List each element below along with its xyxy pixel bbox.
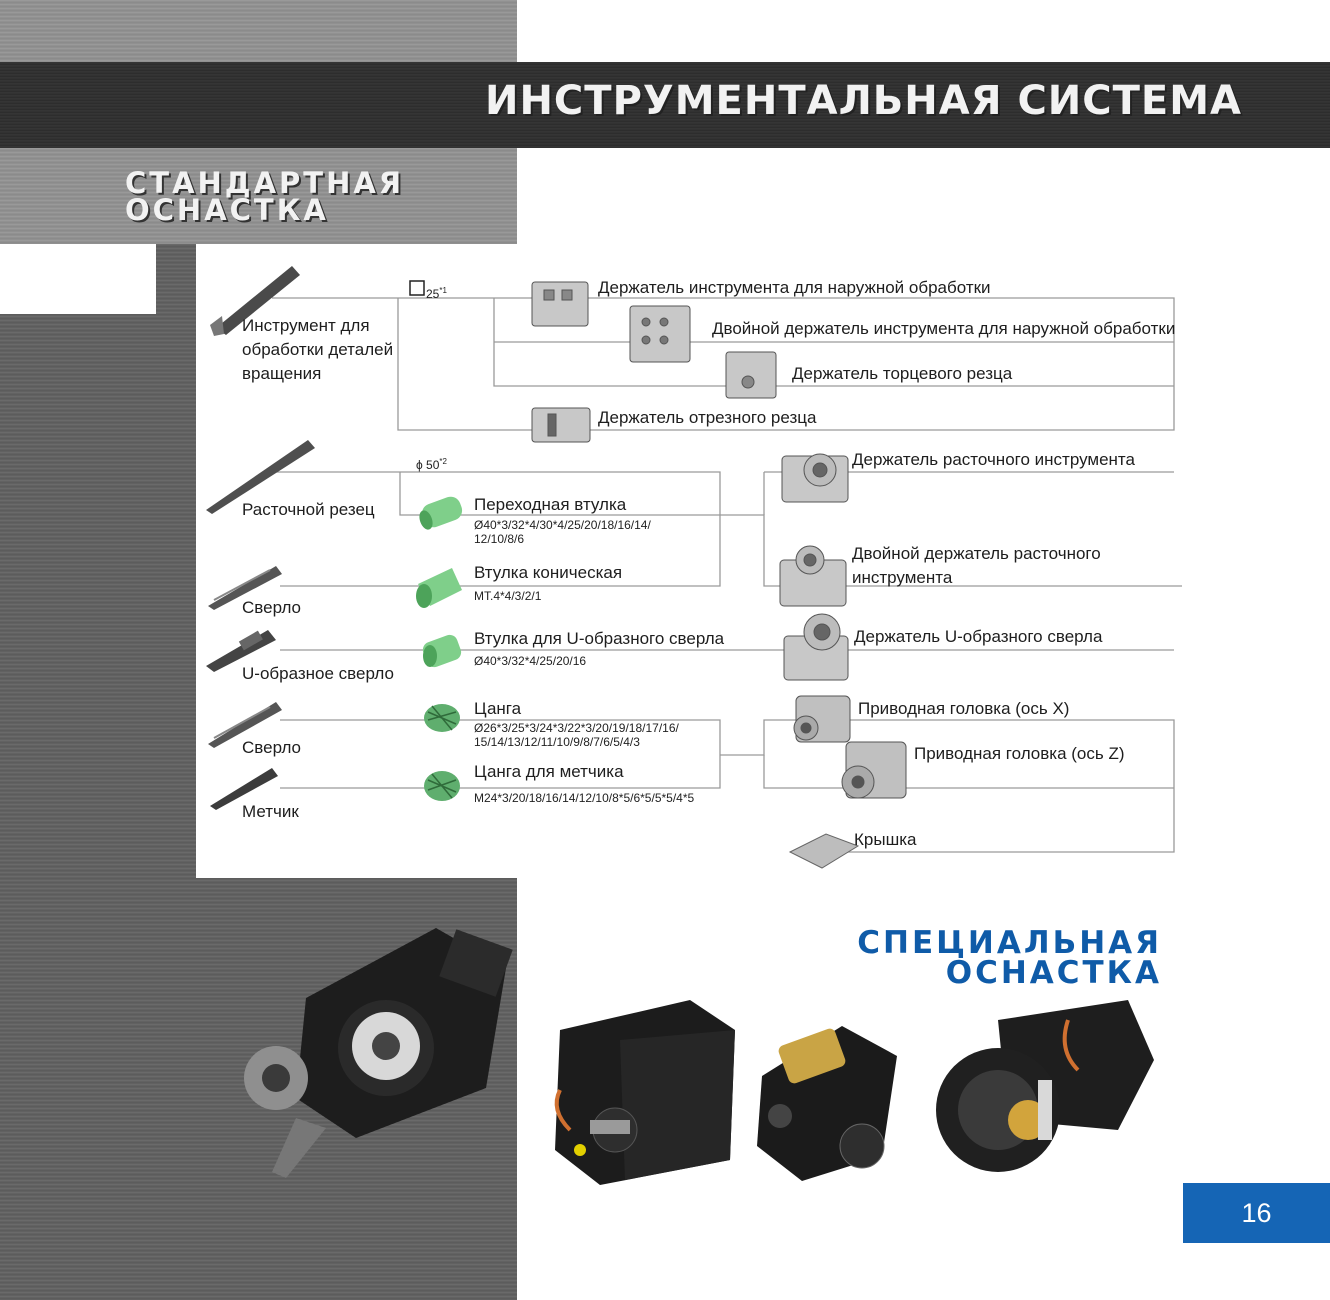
adapter-sleeve-icon [417,494,465,532]
double-boring-holder-label: Двойной держатель расточного инструмента [852,544,1101,587]
u-drill-label: U-образное сверло [242,664,394,683]
u-drill-holder-icon [784,614,848,680]
u-drill-holder-label: Держатель U-образного сверла [854,627,1103,646]
external-holder-icon [532,282,588,326]
page-number: 16 [1183,1183,1330,1243]
cover-label: Крышка [854,830,917,849]
cutoff-holder-label: Держатель отрезного резца [598,408,817,427]
external-holder-label: Держатель инструмента для наружной обработки [598,278,991,297]
section-title-line1: СТАНДАРТНАЯ [125,166,405,200]
driven-head-x-icon [794,696,850,742]
driven-tool-block-photo [540,990,740,1190]
double-external-holder-label: Двойной держатель инструмента для наружной обработки [712,319,1176,338]
taper-sleeve-label: Втулка коническая [474,563,623,582]
tap-collet-sizes: M24*3/20/18/16/14/12/10/8*5/6*5/5*5/4*5 [474,791,695,805]
cover-icon [790,834,858,868]
tap-collet-icon [424,771,460,801]
cutoff-holder-icon [532,408,590,442]
double-boring-holder-icon [780,546,846,606]
tap-label: Метчик [242,802,299,821]
section-title-special: СПЕЦИАЛЬНАЯ ОСНАСТКА [857,925,1162,991]
tap-collet-label: Цанга для метчика [474,762,624,781]
adapter-sleeve-sizes: Ø40*3/32*4/30*4/25/20/18/16/14/ 12/10/8/6 [474,518,651,546]
adapter-sleeve-label: Переходная втулка [474,495,627,514]
boring-holder-label: Держатель расточного инструмента [852,450,1135,469]
size-square-value: 25$^{*1}$ [426,286,447,301]
face-holder-icon [726,352,776,398]
driven-head-z-label: Приводная головка (ось Z) [914,744,1125,763]
taper-sleeve-icon [416,568,462,608]
u-drill-sleeve-sizes: Ø40*3/32*4/25/20/16 [474,654,587,668]
u-drill-sleeve-icon [421,633,464,670]
hobbing-unit-photo [752,1016,902,1186]
square-size-icon [410,281,424,295]
driven-head-z-icon [842,742,906,798]
angle-head-photo [236,928,516,1188]
collet-icon [424,704,460,732]
gear-cutting-head-photo [918,1000,1158,1180]
face-holder-label: Держатель торцевого резца [792,364,1013,383]
boring-holder-icon [782,454,848,502]
double-external-holder-icon [630,306,690,362]
turning-tool-label: Инструмент для обработки деталей вращения [242,316,394,383]
section-title-line2: ОСНАСТКА [125,193,329,227]
page-title: ИНСТРУМЕНТАЛЬНАЯ СИСТЕМА [484,78,1242,124]
drill-label: Сверло [242,598,302,617]
u-drill-sleeve-label: Втулка для U-образного сверла [474,629,725,648]
collet-label: Цанга [474,699,522,718]
taper-sleeve-sizes: MT.4*4/3/2/1 [474,589,542,603]
size-diameter-value: ϕ 50$^{*2}$ [416,457,447,472]
driven-head-x-label: Приводная головка (ось X) [858,699,1070,718]
drill-label-2: Сверло [242,738,302,757]
collet-sizes: Ø26*3/25*3/24*3/22*3/20/19/18/17/16/ 15/14/13/12/11/10/9/8/7/6/5/4/3 [474,721,679,749]
boring-bar-label: Расточной резец [242,500,375,519]
